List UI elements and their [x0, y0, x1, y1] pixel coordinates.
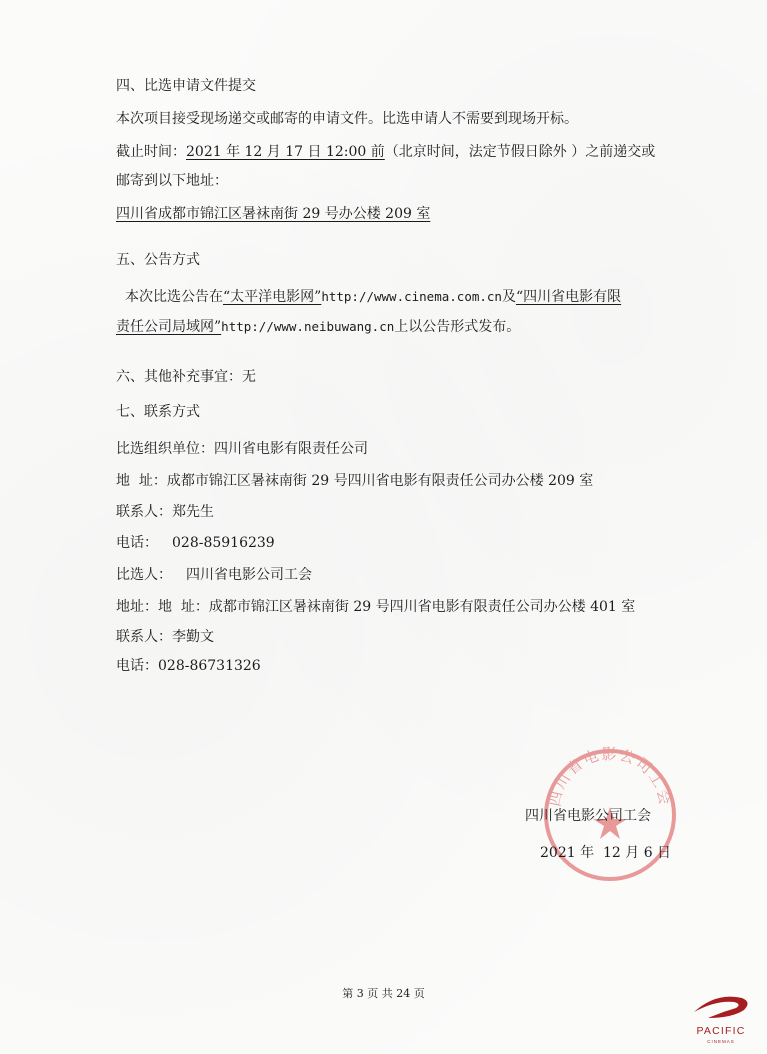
site2-url[interactable]: http://www.neibuwang.cn	[221, 319, 395, 334]
organizer-contact-value: 郑先生	[172, 504, 214, 520]
announcement-suffix: 上以公告形式发布。	[394, 319, 521, 335]
organizer-address	[116, 472, 593, 490]
announcement-prefix: 本次比选公告在	[125, 289, 223, 305]
buyer-address-value: 成都市锦江区暑袜南街 29 号四川省电影有限责任公司办公楼 401 室	[208, 599, 636, 615]
signature-org: 四川省电影公司工会	[525, 808, 651, 824]
logo-sub: CINEMAS	[707, 1039, 735, 1044]
buyer-address	[116, 598, 635, 616]
section4-paragraph-2-cont: 邮寄到以下地址：	[116, 173, 228, 189]
section6-heading: 六、其他补充事宜：无	[116, 369, 256, 385]
site1-url[interactable]: http://www.cinema.com.cn	[321, 289, 502, 304]
deadline-label: 截止时间：	[116, 144, 186, 160]
section7-heading: 七、联系方式	[116, 404, 200, 420]
page-number: 第 3 页 共 24 页	[342, 987, 425, 1000]
section4-paragraph-2	[116, 143, 655, 161]
organizer-phone-value: 028-85916239	[172, 535, 275, 551]
deadline-value: 2021 年 12 月 17 日 12:00 前	[186, 144, 385, 160]
buyer-phone	[116, 657, 261, 675]
buyer-contact	[116, 628, 214, 646]
section5-line-2	[116, 318, 520, 336]
organizer-address-label: 地 址：	[116, 473, 167, 489]
site2-name: “四川省电影有限	[515, 289, 622, 305]
organizer-address-value: 成都市锦江区暑袜南街 29 号四川省电影有限责任公司办公楼 209 室	[166, 473, 594, 489]
svg-text:四川省电影公司工会	[546, 745, 675, 808]
logo-brand: PACIFIC	[696, 1025, 746, 1037]
buyer-address-label: 地址：地 址：	[116, 599, 209, 615]
section4-heading: 四、比选申请文件提交	[116, 78, 256, 94]
organizer-phone	[116, 534, 275, 552]
organizer-value: 四川省电影有限责任公司	[214, 441, 368, 457]
announcement-and: 及	[501, 289, 516, 305]
pacific-cinemas-logo	[686, 990, 756, 1048]
organizer-phone-label: 电话：	[116, 535, 158, 551]
buyer-contact-label: 联系人：	[116, 629, 172, 645]
buyer-contact-value: 李勤文	[172, 629, 214, 645]
site2-name-cont: 责任公司局域网”	[116, 319, 222, 335]
buyer-phone-value: 028-86731326	[158, 658, 261, 674]
site1-name: “太平洋电影网”	[223, 289, 322, 305]
buyer-phone-label: 电话：	[116, 658, 158, 674]
organizer-unit	[116, 440, 368, 458]
buyer-unit	[116, 566, 312, 584]
seal-text: 四川省电影公司工会	[545, 745, 675, 808]
section5-line-1	[125, 288, 621, 306]
organizer-label: 比选组织单位：	[116, 441, 214, 457]
organizer-contact	[116, 503, 214, 521]
submission-address: 四川省成都市锦江区暑袜南街 29 号办公楼 209 室	[116, 206, 431, 222]
section5-heading: 五、公告方式	[116, 252, 200, 268]
buyer-value: 四川省电影公司工会	[186, 567, 312, 583]
deadline-note: （北京时间，法定节假日除外 ）之前递交或	[384, 144, 656, 160]
section4-paragraph-1: 本次项目接受现场递交或邮寄的申请文件。比选申请人不需要到现场开标。	[116, 111, 578, 127]
buyer-label: 比选人：	[116, 567, 172, 583]
signature-date: 2021 年 12 月 6 日	[540, 845, 672, 861]
organizer-contact-label: 联系人：	[116, 504, 172, 520]
